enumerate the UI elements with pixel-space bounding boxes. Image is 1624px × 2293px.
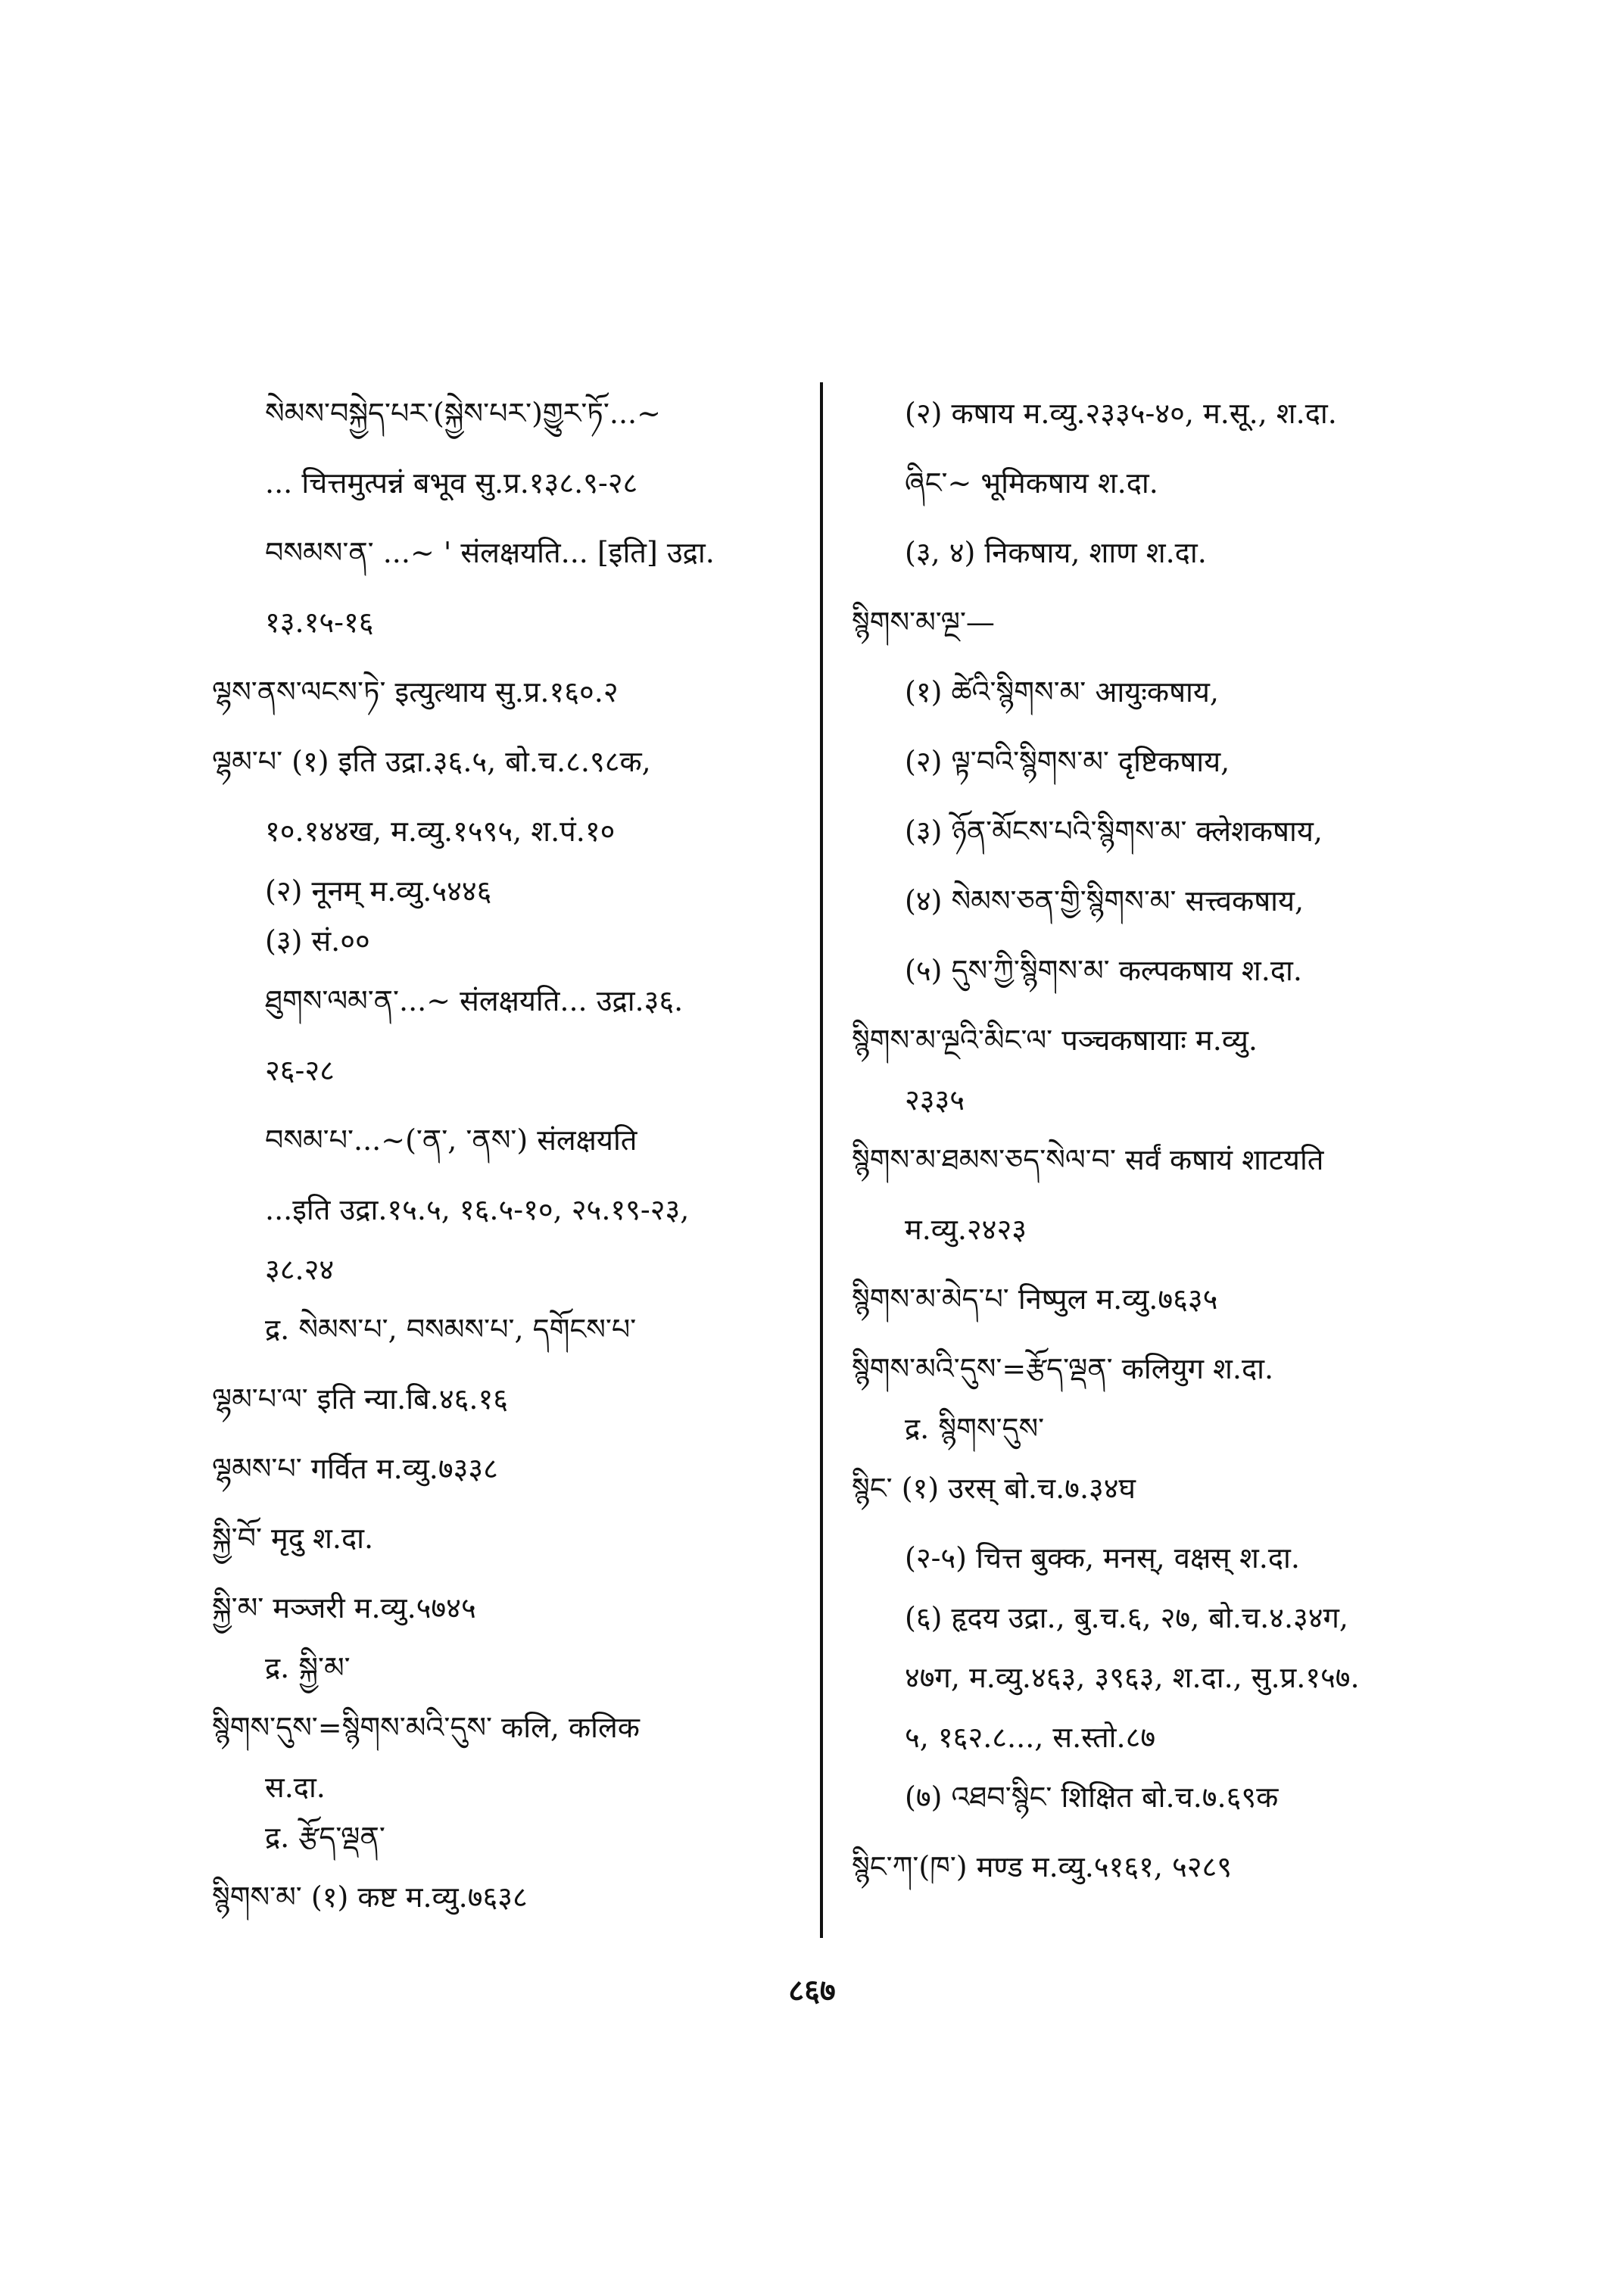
dictionary-line: (४) སེམས་ཅན་གྱི་སྙིགས་མ་ सत्त्वकषाय, (905, 884, 1304, 918)
dictionary-line: द्र. རྩོད་ལྡན་ (265, 1821, 385, 1854)
dictionary-line: ३८.२४ (265, 1253, 335, 1286)
dictionary-line: (२) नूनम् म.व्यु.५४४६ (265, 874, 492, 908)
dictionary-line: སྐྱི་བོ་ मृदु श.दा. (212, 1522, 374, 1555)
dictionary-line: म.व्यु.२४२३ (905, 1213, 1027, 1246)
dictionary-line: १३.१५-१६ (265, 606, 374, 639)
dictionary-line: སྙིང་ (१) उरस् बो.च.७.३४घ (852, 1472, 1136, 1505)
dictionary-line: ... चित्तमुत्पन्नं बभूव सु.प्र.१३८.९-२८ (265, 466, 638, 500)
dictionary-line: བསམས་ན་ ...~ ' संलक्षयति... [इति] उद्रा. (265, 536, 715, 569)
right-column (852, 379, 1473, 1902)
dictionary-line: སྙིགས་མ་མེད་པ་ निष्पुल म.व्यु.७६३५ (852, 1282, 1218, 1316)
dictionary-line: སྙིགས་མ་ལྔ་— (852, 606, 995, 639)
dictionary-line: (१) ཚེའི་སྙིགས་མ་ आयुःकषाय, (905, 675, 1219, 709)
dictionary-line: སྙིང་ཀ་(ཁ་) मण्ड म.व्यु.५१६१, ५२८९ (852, 1850, 1233, 1883)
dictionary-line: (५) དུས་ཀྱི་སྙིགས་མ་ कल्पकषाय श.दा. (905, 954, 1302, 987)
dictionary-line: སེམས་བསྐྱེད་པར་(སྐྱེས་པར་)གྱུར་ཏོ་...~ (265, 397, 661, 430)
dictionary-line: (२) ལྟ་བའི་སྙིགས་མ་ दृष्टिकषाय, (905, 745, 1230, 778)
dictionary-line: ལྷས་ནས་ལངས་ཏེ་ इत्युत्थाय सु.प्र.१६०.२ (212, 675, 619, 709)
dictionary-line: स.दा. (265, 1771, 326, 1804)
dictionary-line: २३३५ (905, 1083, 965, 1117)
dictionary-line: १०.१४४ख, म.व्यु.१५९५, श.पं.१० (265, 815, 616, 848)
dictionary-line: ४७ग, म.व्यु.४६३, ३९६३, श.दा., सु.प्र.१५७. (905, 1661, 1360, 1694)
dictionary-line: (६) हृदय उद्रा., बु.च.६, २७, बो.च.४.३४ग, (905, 1601, 1349, 1634)
dictionary-line: (२) कषाय म.व्यु.२३३५-४०, म.सू., श.दा. (905, 397, 1337, 430)
left-column (212, 379, 818, 1932)
dictionary-line: ལྷམ་པ་ལ་ इति न्या.बि.४६.१६ (212, 1382, 508, 1416)
dictionary-line: སྐྱི་མ་ मञ्जरी म.व्यु.५७४५ (212, 1591, 476, 1625)
dictionary-line: द्र. སྙིགས་དུས་ (905, 1412, 1045, 1445)
dictionary-line: བསམ་པ་...~(་ན་, ་ནས་) संलक्षयति (265, 1123, 637, 1157)
dictionary-line: སྙིགས་མ་ལྔའི་མིང་ལ་ पञ्चकषायाः म.व्यु. (852, 1023, 1258, 1057)
dictionary-line: སྙིགས་མའི་དུས་=རྩོད་ལྡན་ कलियुग श.दा. (852, 1352, 1274, 1385)
dictionary-line: २६-२८ (265, 1054, 335, 1087)
dictionary-line: སྙིགས་མ་ (१) कष्ट म.व्यु.७६३८ (212, 1880, 528, 1914)
dictionary-line: (३) ཉོན་མོངས་པའི་སྙིགས་མ་ क्लेशकषाय, (905, 815, 1323, 848)
dictionary-line: (२-५) चित्त बुक्क, मनस्, वक्षस् श.दा. (905, 1541, 1300, 1575)
dictionary-line: (७) འཐབ་སྙིང་ शिक्षित बो.च.७.६९क (905, 1781, 1279, 1814)
dictionary-line: ཐུགས་ལམ་ན་...~ संलक्षयति... उद्रा.३६. (265, 984, 684, 1017)
dictionary-line: ५, १६२.८..., स.स्तो.८७ (905, 1721, 1156, 1754)
dictionary-line: (३) सं.०० (265, 924, 370, 958)
dictionary-line: ...इति उद्रा.१५.५, १६.५-१०, २५.१९-२३, (265, 1193, 690, 1226)
column-divider (820, 382, 823, 1938)
dictionary-line: द्र. སྐྱི་མ་ (265, 1651, 351, 1684)
dictionary-line: द्र. སེམས་པ་, བསམས་པ་, དགོངས་པ་ (265, 1313, 637, 1346)
dictionary-line: ལྷམས་པ་ गर्वित म.व्यु.७३३८ (212, 1452, 498, 1485)
dictionary-line: སྙིགས་མ་ཐམས་ཅད་སེལ་བ་ सर्वं कषायं शाटयति (852, 1143, 1324, 1176)
page-number: ८६७ (788, 1973, 836, 2008)
dictionary-line: (३, ४) निकषाय, शाण श.दा. (905, 536, 1207, 569)
dictionary-line: ལྷམ་པ་ (१) इति उद्रा.३६.५, बो.च.८.९८क, (212, 745, 651, 778)
dictionary-line: སྙིགས་དུས་=སྙིགས་མའི་དུས་ कलि, कलिक (212, 1711, 640, 1744)
dictionary-line: ཞིང་~ भूमिकषाय श.दा. (905, 466, 1158, 500)
